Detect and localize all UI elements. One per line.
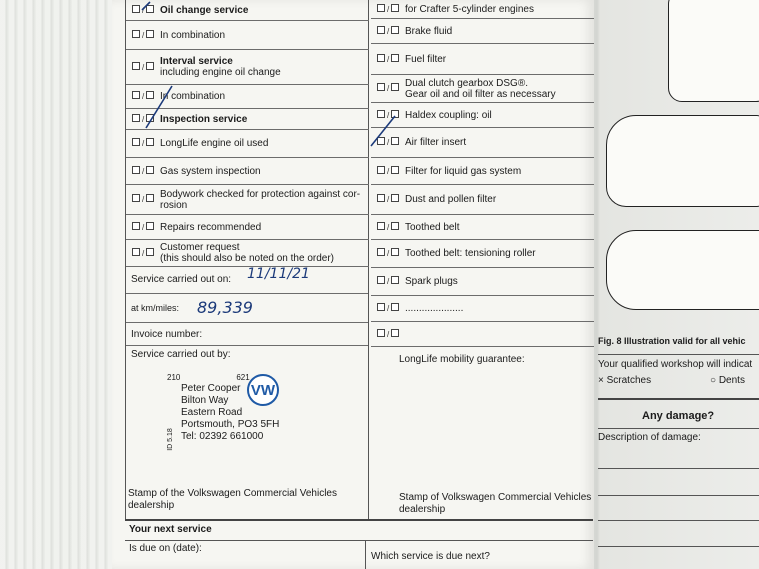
checklist-label-text: Gas system inspection [160,165,261,177]
checklist-label-text: Toothed belt: tensioning roller [405,248,536,259]
damage-page [598,0,759,569]
checkbox[interactable] [391,303,399,311]
rule [598,546,759,547]
checkbox-pair[interactable] [377,303,401,314]
checklist-row[interactable] [371,185,594,215]
stamp-line: Portsmouth, PO3 5FH [181,419,280,430]
checklist-row[interactable] [126,130,369,158]
checkbox-pair[interactable] [377,166,401,177]
slash: / [142,92,145,101]
checkbox-pair[interactable] [377,329,401,340]
checklist-label [405,4,534,15]
checklist-sublabel: rosion [160,199,188,211]
checkbox-pair[interactable] [377,4,401,15]
checklist-label-text: for Crafter 5-cylinder engines [405,3,534,15]
checkbox[interactable] [391,194,399,202]
checkbox[interactable] [377,329,385,337]
handwritten-km: 89,339 [197,298,253,317]
checkbox[interactable] [132,138,140,146]
checkbox-pair[interactable] [377,276,401,287]
checklist-label-text: In combination [160,91,226,102]
checkbox-pair[interactable] [132,166,156,177]
fig-caption [598,336,746,346]
checkbox[interactable] [146,222,154,230]
slash: / [387,277,390,286]
checkbox[interactable] [377,248,385,256]
next-service-box [125,519,593,569]
checklist-label-text: Filter for liquid gas system [405,165,522,177]
checkbox[interactable] [146,194,154,202]
checklist-label-text: Toothed belt [405,221,460,233]
checklist-label [405,54,446,65]
carried-out-by-label: Service carried out by: [131,349,231,360]
checkbox[interactable] [391,276,399,284]
checklist-row[interactable] [126,185,369,215]
checkbox-pair[interactable] [132,194,156,205]
next-service-title: Your next service [129,524,212,535]
slash: / [142,62,145,72]
slash: / [142,30,145,40]
checkbox[interactable] [377,303,385,311]
checklist-row[interactable] [371,322,594,347]
checklist-label [405,276,458,287]
damage-question: Any damage? [642,410,715,422]
checkbox[interactable] [132,166,140,174]
next-due-label: Is due on (date): [129,543,202,554]
checkbox-pair[interactable] [377,83,401,94]
stamp-line: Tel: 02392 661000 [181,431,264,442]
dents-option[interactable]: ○ Dents [710,375,745,386]
scratches-label: Scratches [606,375,652,386]
checkbox-pair[interactable] [132,138,156,149]
slash: / [387,84,390,93]
checklist-sublabel: Gear oil and oil filter as necessary [405,88,556,100]
checkbox[interactable] [377,166,385,174]
checkbox-pair[interactable] [132,248,156,259]
slash: / [142,248,145,258]
checklist-label [405,222,460,233]
checkbox[interactable] [391,329,399,337]
checklist-label [405,78,556,100]
checklist-row[interactable] [371,0,594,19]
checklist-label [405,137,466,148]
checklist-row[interactable] [371,240,594,268]
checklist-label-text: Brake fluid [405,25,453,37]
workshop-text: Your qualified workshop will indicat [598,359,753,370]
next-service-rule [125,540,593,541]
checkbox-pair[interactable] [377,248,401,259]
checkbox[interactable] [391,26,399,34]
handwritten-ticks-left [132,0,192,130]
checkbox[interactable] [132,194,140,202]
van-top-illustration [606,230,759,310]
next-which-label: Which service is due next? [371,551,490,562]
checkbox[interactable] [377,194,385,202]
checkbox[interactable] [391,54,399,62]
checklist-label [405,26,452,37]
scratches-option[interactable]: × Scratches [598,375,652,386]
checklist-label-text: Haldex coupling: oil [405,109,492,121]
slash: / [387,195,390,204]
checklist-row[interactable] [371,215,594,240]
checklist-label-text: ..................... [405,303,464,314]
checklist-label [160,189,360,211]
checkbox[interactable] [377,4,385,12]
checklist-label [405,166,521,177]
stamp-line: Peter Cooper [181,383,241,394]
slash: / [387,26,390,36]
slash: / [387,138,390,147]
checklist-label-text: Repairs recommended [160,221,262,233]
slash: / [387,249,390,258]
checklist-label-text: Bodywork checked for protection against cor- [160,188,361,200]
checkbox[interactable] [391,166,399,174]
checklist-row[interactable] [371,19,594,44]
longlife-label: LongLife mobility guarantee: [399,354,525,365]
checkbox[interactable] [132,222,140,230]
checkbox[interactable] [391,4,399,12]
slash: / [142,195,145,204]
slash: / [387,54,390,64]
slash: / [387,304,390,313]
slash: / [142,5,145,15]
checklist-label-text: In combination [160,29,226,41]
checkbox[interactable] [391,222,399,230]
rule [598,398,759,400]
checklist-label-text: Dual clutch gearbox DSG®. [405,77,528,89]
checklist-label [405,194,496,205]
slash: / [387,4,390,14]
checkbox-pair[interactable] [377,54,401,65]
checkbox[interactable] [377,222,385,230]
checklist-row[interactable] [371,268,594,296]
checkbox-pair[interactable] [132,222,156,233]
checkbox-pair[interactable] [377,26,401,37]
checklist-row[interactable] [126,240,369,267]
checklist-label-text: Interval service [160,56,233,67]
km-label: at km/miles: [131,302,180,313]
checkbox[interactable] [391,83,399,91]
checklist-label [405,110,492,121]
checklist-label [160,222,261,233]
slash: / [387,166,390,176]
stamp-number-left: 210 [167,373,181,382]
checklist-label-text: Oil change service [160,4,249,16]
damage-description-label: Description of damage: [598,432,701,443]
service-form [112,0,594,569]
slash: / [387,110,390,120]
stamp-numbers [167,372,279,383]
checklist-row[interactable] [371,158,594,185]
checklist-label [160,166,261,177]
checklist-sublabel: (this should also be noted on the order) [160,253,334,264]
checkbox-pair[interactable] [377,222,401,233]
slash: / [387,222,390,232]
checkbox[interactable] [377,26,385,34]
checklist-label [405,248,536,259]
rule [598,428,759,429]
checkbox[interactable] [377,83,385,91]
van-side-illustration [606,115,759,207]
stamp-right-label: Stamp of Volkswagen Commercial Vehicles dealership [399,492,592,515]
checklist-row[interactable] [126,158,369,185]
stamp-left-label: Stamp of the Volkswagen Commercial Vehicles dealership [128,488,337,511]
rule [598,520,759,521]
invoice-label: Invoice number: [131,328,203,340]
checklist-label [160,138,268,149]
stamp-line: Eastern Road [181,407,243,418]
checkbox[interactable] [146,138,154,146]
next-service-divider [365,540,366,569]
checkbox-pair[interactable] [377,194,401,205]
checklist-label [160,242,334,264]
checklist-row[interactable] [371,296,594,322]
stamp-side-code: ID 5.18 [166,428,174,451]
checkbox[interactable] [132,248,140,256]
slash: / [142,139,145,148]
slash: / [387,329,390,339]
stamp-line: Bilton Way [181,395,229,406]
checklist-sublabel: including engine oil change [160,67,281,78]
slash: / [142,114,145,124]
slash: / [142,222,145,232]
checklist-label-text: Fuel filter [405,53,447,65]
stamp-number-right: 621 [236,373,250,382]
checklist-label [405,303,463,314]
checklist-label-text: Inspection service [160,113,248,125]
checkbox[interactable] [377,54,385,62]
checklist-label-text: LongLife engine oil used [160,138,269,149]
checkbox[interactable] [391,248,399,256]
checkbox[interactable] [146,248,154,256]
handwritten-date: 11/11/21 [247,266,310,282]
checklist-row[interactable] [371,44,594,75]
stamp-address [181,383,279,443]
page-edges [0,0,112,569]
rule [598,495,759,496]
service-date-label: Service carried out on: [131,274,232,285]
checklist-label-text: Spark plugs [405,276,458,287]
van-rear-illustration [668,0,759,102]
vw-logo: VW [247,374,279,406]
handwritten-tick-right [367,112,407,152]
checklist-label-text: Air filter insert [405,137,467,148]
checkbox[interactable] [146,166,154,174]
invoice-row [126,323,368,346]
dents-label: Dents [718,375,745,386]
checklist-row[interactable] [126,215,369,240]
checklist-label-text: Customer request [160,242,240,253]
dealer-stamp [166,372,280,451]
checklist-row[interactable] [371,75,594,103]
rule [598,468,759,469]
slash: / [142,166,145,176]
checkbox[interactable] [377,276,385,284]
fig-caption-text: Fig. 8 Illustration valid for all vehic [598,336,746,346]
rule [598,354,759,355]
checklist-label-text: Dust and pollen filter [405,194,497,205]
